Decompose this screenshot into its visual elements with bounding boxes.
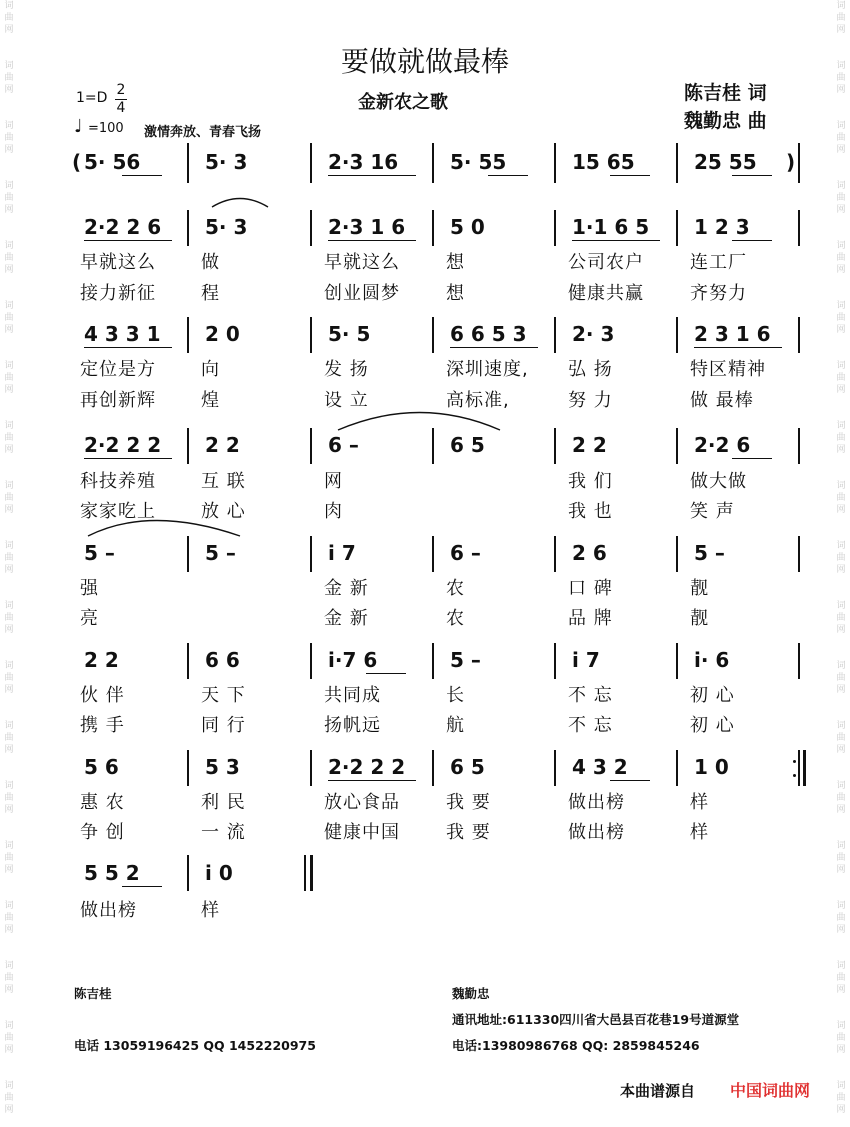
lyric-text: 一 流	[201, 822, 246, 843]
note-group: 5 –	[84, 541, 115, 565]
lyric-text: 我 们	[568, 471, 613, 492]
watermark-text: 词 曲 网	[4, 421, 14, 455]
watermark-text: 词 曲 网	[836, 901, 846, 935]
key-signature: 1=D	[76, 90, 108, 106]
note-group: 2· 3	[572, 322, 615, 346]
note-group: 25 55	[694, 150, 757, 174]
lyric-text: 利 民	[201, 792, 246, 813]
lyric-text: 齐努力	[690, 283, 747, 304]
footer-left-phone: 电话 13059196425 QQ 1452220975	[74, 1038, 316, 1053]
lyric-text: 想	[446, 283, 465, 304]
note-group: i·7 6	[328, 648, 378, 672]
note-group: 5 –	[450, 648, 481, 672]
watermark-text: 词 曲 网	[4, 481, 14, 515]
lyric-text: 放心食品	[324, 792, 400, 813]
note-group: 6 6 5 3	[450, 322, 527, 346]
watermark-text: 词 曲 网	[836, 361, 846, 395]
watermark-text: 词 曲 网	[4, 1081, 14, 1115]
note-group: 2·2 6	[694, 433, 751, 457]
lyric-text: 健康中国	[324, 822, 400, 843]
note-group: 5 0	[450, 215, 485, 239]
lyric-text: 样	[690, 792, 709, 813]
lyric-text: 共同成	[324, 685, 381, 706]
slur	[212, 199, 268, 208]
lyric-text: 做大做	[690, 471, 747, 492]
lyric-text: 口 碑	[568, 578, 613, 599]
lyric-text: 强	[80, 578, 99, 599]
lyric-text: 早就这么	[80, 252, 156, 273]
note-group: 6 5	[450, 755, 485, 779]
watermark-text: 词 曲 网	[4, 1021, 14, 1055]
note-group: 4 3 3 1	[84, 322, 161, 346]
lyric-text: 发 扬	[324, 359, 369, 380]
note-group: i 0	[205, 861, 233, 885]
tempo-description: 激情奔放、青春飞扬	[144, 125, 262, 140]
lyric-text: 做出榜	[568, 792, 625, 813]
quarter-note-icon: ♩	[74, 116, 83, 137]
lyric-text: 初 心	[690, 685, 735, 706]
lyric-text: 金 新	[324, 578, 369, 599]
note-group: 5 –	[205, 541, 236, 565]
note-group: i· 6	[694, 648, 730, 672]
watermark-text: 词 曲 网	[4, 61, 14, 95]
note-group: 2·2 2 2	[84, 433, 162, 457]
watermark-text: 词 曲 网	[836, 661, 846, 695]
watermark-text: 词 曲 网	[4, 1, 14, 35]
note-group: 1 2 3	[694, 215, 750, 239]
watermark-text: 词 曲 网	[836, 1081, 846, 1115]
lyric-text: 网	[324, 471, 343, 492]
lyric-text: 科技养殖	[80, 471, 156, 492]
slur	[338, 413, 500, 431]
lyric-text: 放 心	[201, 501, 246, 522]
lyric-text: 做出榜	[568, 822, 625, 843]
lyric-text: 靓	[690, 578, 709, 599]
lyric-text: 长	[446, 685, 465, 706]
watermark-text: 词 曲 网	[4, 121, 14, 155]
lyric-text: 创业圆梦	[324, 283, 400, 304]
lyric-text: 天 下	[201, 685, 246, 706]
lyric-text: 弘 扬	[568, 359, 613, 380]
watermark-text: 词 曲 网	[4, 961, 14, 995]
footer-left-name: 陈吉桂	[74, 986, 112, 1001]
lyric-text: 争 创	[80, 822, 125, 843]
lyric-text: 金 新	[324, 608, 369, 629]
lyric-text: 肉	[324, 501, 343, 522]
watermark-text: 词 曲 网	[4, 901, 14, 935]
note-group: 5 3	[205, 755, 240, 779]
lyric-text: 惠 农	[80, 792, 125, 813]
note-group: 2 2	[205, 433, 240, 457]
time-signature-bottom: 4	[116, 100, 126, 116]
note-group: 2 3 1 6	[694, 322, 771, 346]
watermark-text: 词 曲 网	[836, 481, 846, 515]
song-title: 要做就做最棒	[340, 45, 509, 78]
lyric-text: 高标准,	[446, 390, 510, 411]
slur	[88, 521, 240, 537]
lyric-text: 接力新征	[80, 283, 156, 304]
lyric-text: 煌	[201, 390, 220, 411]
lyric-text: 我 要	[446, 822, 491, 843]
watermark-text: 词 曲 网	[836, 241, 846, 275]
lyric-text: 靓	[690, 608, 709, 629]
lyric-text: 同 行	[201, 715, 246, 736]
watermark-text: 词 曲 网	[4, 601, 14, 635]
lyric-text: 我 也	[568, 501, 613, 522]
watermark-text: 词 曲 网	[836, 181, 846, 215]
note-group: 5 5 2	[84, 861, 140, 885]
lyric-text: 想	[446, 252, 465, 273]
note-group: 2 2	[84, 648, 119, 672]
watermark-text: 词 曲 网	[836, 961, 846, 995]
note-group: 4 3 2	[572, 755, 628, 779]
lyric-text: 样	[201, 900, 220, 921]
watermark-text: 词 曲 网	[4, 841, 14, 875]
lyric-text: 亮	[80, 608, 99, 629]
watermark-text: 词 曲 网	[4, 661, 14, 695]
note-group: 2·2 2 2	[328, 755, 406, 779]
watermark-text: 词 曲 网	[4, 781, 14, 815]
lyric-text: 向	[201, 359, 220, 380]
watermark-text: 词 曲 网	[836, 601, 846, 635]
note-group: 2·3 16	[328, 150, 399, 174]
footer-right-name: 魏勤忠	[452, 986, 490, 1001]
watermark-text: 词 曲 网	[836, 1021, 846, 1055]
note-group: 6 –	[328, 433, 359, 457]
note-group: 6 6	[205, 648, 240, 672]
note-group: 2·2 2 6	[84, 215, 162, 239]
note-group: 5· 55	[450, 150, 507, 174]
note-group: 5· 56	[84, 150, 141, 174]
note-group: 1 0	[694, 755, 729, 779]
note-group: 6 –	[450, 541, 481, 565]
watermark-text: 词 曲 网	[4, 301, 14, 335]
note-group: 6 5	[450, 433, 485, 457]
watermark-text: 词 曲 网	[836, 1, 846, 35]
lyric-text: 伙 伴	[80, 685, 125, 706]
note-group: 2 0	[205, 322, 240, 346]
watermark-text: 词 曲 网	[836, 721, 846, 755]
watermark-text: 词 曲 网	[4, 361, 14, 395]
lyric-text: 笑 声	[690, 501, 735, 522]
watermark-text: 词 曲 网	[836, 301, 846, 335]
tempo-mark: =100	[88, 121, 124, 136]
watermark-text: 词 曲 网	[836, 781, 846, 815]
lyric-text: 农	[446, 608, 465, 629]
lyric-text: 设 立	[324, 390, 369, 411]
lyric-text: 携 手	[80, 715, 125, 736]
lyricist-credit: 陈吉桂 词	[684, 82, 767, 104]
lyric-text: 深圳速度,	[446, 359, 529, 380]
note-group: 5· 3	[205, 150, 248, 174]
note-group: 15 65	[572, 150, 635, 174]
note-group: i 7	[328, 541, 356, 565]
lyric-text: 航	[446, 715, 465, 736]
note-group: i 7	[572, 648, 600, 672]
lyric-text: 连工厂	[690, 252, 747, 273]
lyric-text: 做 最棒	[690, 390, 754, 411]
note-group: 2·3 1 6	[328, 215, 406, 239]
watermark-text: 词 曲 网	[836, 61, 846, 95]
lyric-text: 不 忘	[568, 715, 613, 736]
watermark-text: 词 曲 网	[836, 541, 846, 575]
song-subtitle: 金新农之歌	[358, 92, 448, 113]
watermark-text: 词 曲 网	[836, 841, 846, 875]
note-group: 2 2	[572, 433, 607, 457]
lyric-text: 程	[201, 283, 220, 304]
note-group: 1·1 6 5	[572, 215, 650, 239]
lyric-text: 农	[446, 578, 465, 599]
watermark-text: 词 曲 网	[836, 421, 846, 455]
lyric-text: 做出榜	[80, 900, 137, 921]
lyric-text: 再创新辉	[80, 390, 156, 411]
open-paren: (	[72, 150, 82, 174]
lyric-text: 定位是方	[80, 359, 156, 380]
lyric-text: 特区精神	[690, 359, 766, 380]
lyric-text: 健康共赢	[568, 283, 644, 304]
close-paren: )	[786, 150, 796, 174]
lyric-text: 互 联	[201, 471, 246, 492]
composer-credit: 魏勤忠 曲	[684, 110, 767, 132]
note-group: 5· 5	[328, 322, 371, 346]
note-group: 5· 3	[205, 215, 248, 239]
note-group: 5 6	[84, 755, 119, 779]
watermark-text: 词 曲 网	[4, 181, 14, 215]
lyric-text: 扬帆远	[324, 715, 381, 736]
lyric-text: 做	[201, 252, 220, 273]
watermark-text: 词 曲 网	[836, 121, 846, 155]
watermark-text: 词 曲 网	[4, 241, 14, 275]
time-signature-top: 2	[116, 82, 126, 98]
lyric-text: 家家吃上	[80, 501, 156, 522]
lyric-text: 不 忘	[568, 685, 613, 706]
watermark-text: 词 曲 网	[4, 541, 14, 575]
source-brand-link[interactable]: 中国词曲网	[730, 1081, 811, 1100]
note-group: 2 6	[572, 541, 607, 565]
lyric-text: 样	[690, 822, 709, 843]
footer-right-phone: 电话:13980986768 QQ: 2859845246	[452, 1038, 700, 1053]
lyric-text: 努 力	[568, 390, 613, 411]
note-group: 5 –	[694, 541, 725, 565]
footer-right-address: 通讯地址:611330四川省大邑县百花巷19号道源堂	[452, 1012, 740, 1027]
watermark-text: 词 曲 网	[4, 721, 14, 755]
lyric-text: 早就这么	[324, 252, 400, 273]
source-label: 本曲谱源自	[620, 1082, 696, 1100]
lyric-text: 公司农户	[568, 252, 644, 273]
lyric-text: 我 要	[446, 792, 491, 813]
lyric-text: 初 心	[690, 715, 735, 736]
lyric-text: 品 牌	[568, 608, 613, 629]
